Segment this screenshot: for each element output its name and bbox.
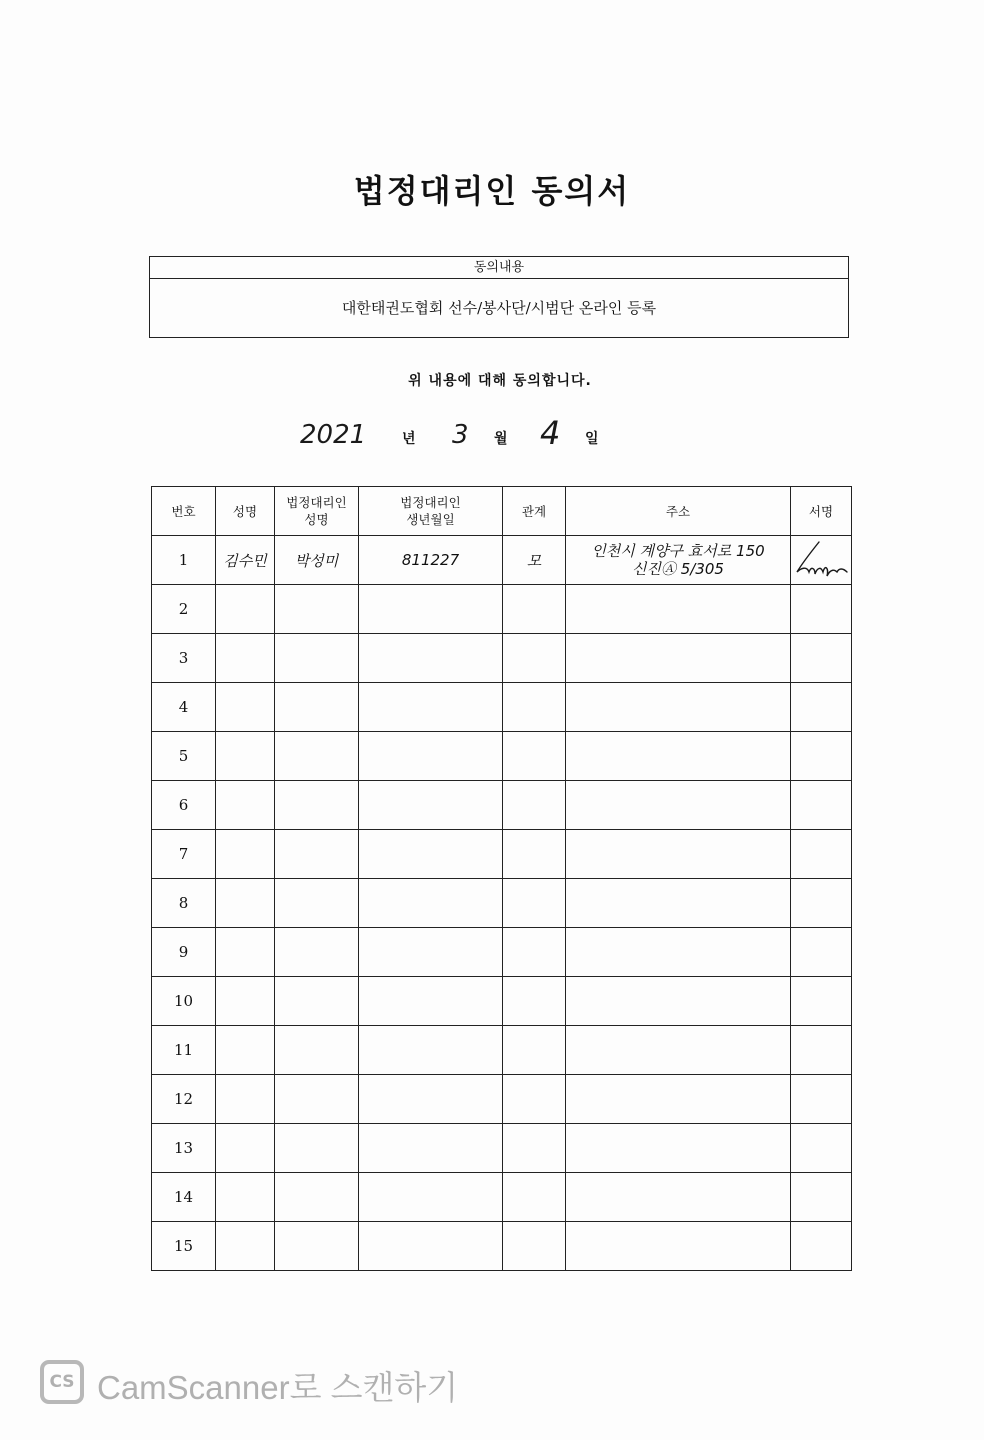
row-no: 10 xyxy=(152,977,216,1026)
date-month-unit: 월 xyxy=(494,431,508,447)
table-row xyxy=(152,928,852,977)
registration-table xyxy=(151,486,852,1271)
header-name: 성명 xyxy=(216,487,275,536)
date-day-unit: 일 xyxy=(585,431,599,447)
table-row xyxy=(152,683,852,732)
header-address: 주소 xyxy=(566,487,791,536)
header-guardian-name-line2: 성명 xyxy=(304,512,329,527)
table-row xyxy=(152,634,852,683)
row-no: 9 xyxy=(152,928,216,977)
row-no: 11 xyxy=(152,1026,216,1075)
consent-body: 대한태권도협회 선수/봉사단/시범단 온라인 등록 xyxy=(341,299,657,317)
row-address xyxy=(566,536,791,585)
camscanner-logo-icon: CS xyxy=(40,1360,84,1404)
row-no: 4 xyxy=(152,683,216,732)
row-no: 3 xyxy=(152,634,216,683)
signature-scribble xyxy=(791,538,851,582)
row-signature xyxy=(791,536,852,585)
table-row xyxy=(152,1075,852,1124)
table-row xyxy=(152,732,852,781)
table-row xyxy=(152,1222,852,1271)
header-guardian-birth-line2: 생년월일 xyxy=(406,512,455,527)
row-no: 6 xyxy=(152,781,216,830)
row-no: 13 xyxy=(152,1124,216,1173)
table-row xyxy=(152,830,852,879)
date-day: 4 xyxy=(540,414,561,452)
row-no: 2 xyxy=(152,585,216,634)
row-address-line1: 인천시 계양구 효서로 150 xyxy=(591,542,765,560)
document-title: 법정대리인 동의서 xyxy=(353,172,631,210)
date-month: 3 xyxy=(452,420,469,450)
header-guardian-name-line1: 법정대리인 xyxy=(286,495,347,510)
header-guardian-name xyxy=(275,487,359,536)
consent-box xyxy=(149,256,849,338)
table-row xyxy=(152,536,852,585)
row-no: 12 xyxy=(152,1075,216,1124)
camscanner-watermark: CamScanner로 스캔하기 xyxy=(97,1369,459,1406)
header-guardian-birth xyxy=(359,487,503,536)
row-no: 8 xyxy=(152,879,216,928)
table-row xyxy=(152,977,852,1026)
row-guardian-birth: 811227 xyxy=(359,536,503,585)
consent-header: 동의내용 xyxy=(150,257,848,279)
row-no: 1 xyxy=(152,536,216,585)
date-line xyxy=(0,414,984,458)
table-row xyxy=(152,585,852,634)
table-row xyxy=(152,879,852,928)
row-guardian-name: 박성미 xyxy=(275,536,359,585)
date-year-unit: 년 xyxy=(402,431,416,447)
row-no: 7 xyxy=(152,830,216,879)
table-header-row xyxy=(152,487,852,536)
row-address-line2: 신진Ⓐ 5/305 xyxy=(632,560,724,578)
date-year: 2021 xyxy=(300,420,367,450)
table-row xyxy=(152,1124,852,1173)
header-signature: 서명 xyxy=(791,487,852,536)
row-no: 5 xyxy=(152,732,216,781)
row-no: 15 xyxy=(152,1222,216,1271)
header-relation: 관계 xyxy=(503,487,566,536)
agree-statement: 위 내용에 대해 동의합니다. xyxy=(408,373,592,389)
row-relation: 모 xyxy=(503,536,566,585)
table-row xyxy=(152,781,852,830)
table-row xyxy=(152,1026,852,1075)
header-guardian-birth-line1: 법정대리인 xyxy=(400,495,461,510)
header-no: 번호 xyxy=(152,487,216,536)
row-no: 14 xyxy=(152,1173,216,1222)
row-name: 김수민 xyxy=(216,536,275,585)
table-row xyxy=(152,1173,852,1222)
